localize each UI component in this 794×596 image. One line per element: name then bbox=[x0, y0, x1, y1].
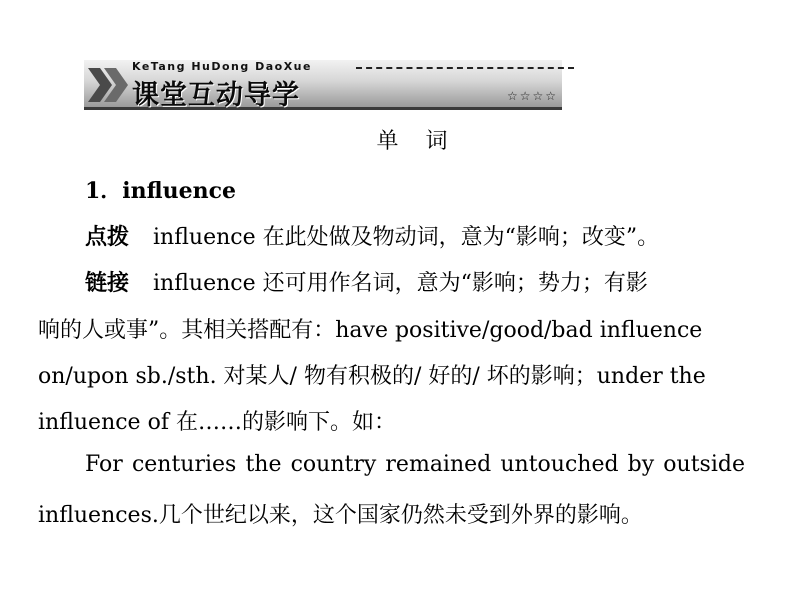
tip-text: influence 在此处做及物动词，意为“影响；改变”。 bbox=[153, 225, 660, 250]
link-line-1 bbox=[85, 266, 745, 297]
link-line-3: on/upon sb./sth. 对某人/ 物有积极的/ 好的/ 坏的影响；under the bbox=[38, 364, 706, 389]
tip-paragraph bbox=[85, 220, 745, 251]
banner-pinyin: KeTang HuDong DaoXue bbox=[132, 60, 312, 73]
banner-title: 课堂互动导学 bbox=[132, 80, 300, 111]
link-line-4: influence of 在……的影响下。如： bbox=[38, 410, 396, 435]
section-heading: 单 词 bbox=[376, 129, 458, 154]
double-chevron-icon bbox=[86, 66, 130, 104]
link-text-1: influence 还可用作名词，意为“影响；势力；有影 bbox=[153, 271, 648, 296]
banner-stars: ☆☆☆☆ bbox=[506, 89, 558, 103]
item-number-title: 1．influence bbox=[85, 178, 237, 204]
link-tag: 链接 bbox=[85, 270, 130, 296]
tip-tag: 点拨 bbox=[85, 224, 130, 250]
link-line-2: 响的人或事”。其相关搭配有：have positive/good/bad influence bbox=[38, 318, 703, 343]
item-title bbox=[85, 174, 745, 205]
example-line-2: influences.几个世纪以来，这个国家仍然未受到外界的影响。 bbox=[38, 503, 643, 528]
banner-dashes bbox=[356, 67, 574, 69]
section-banner bbox=[84, 60, 562, 110]
example-line-1: For centuries the country remained untouched by outside bbox=[85, 452, 745, 477]
